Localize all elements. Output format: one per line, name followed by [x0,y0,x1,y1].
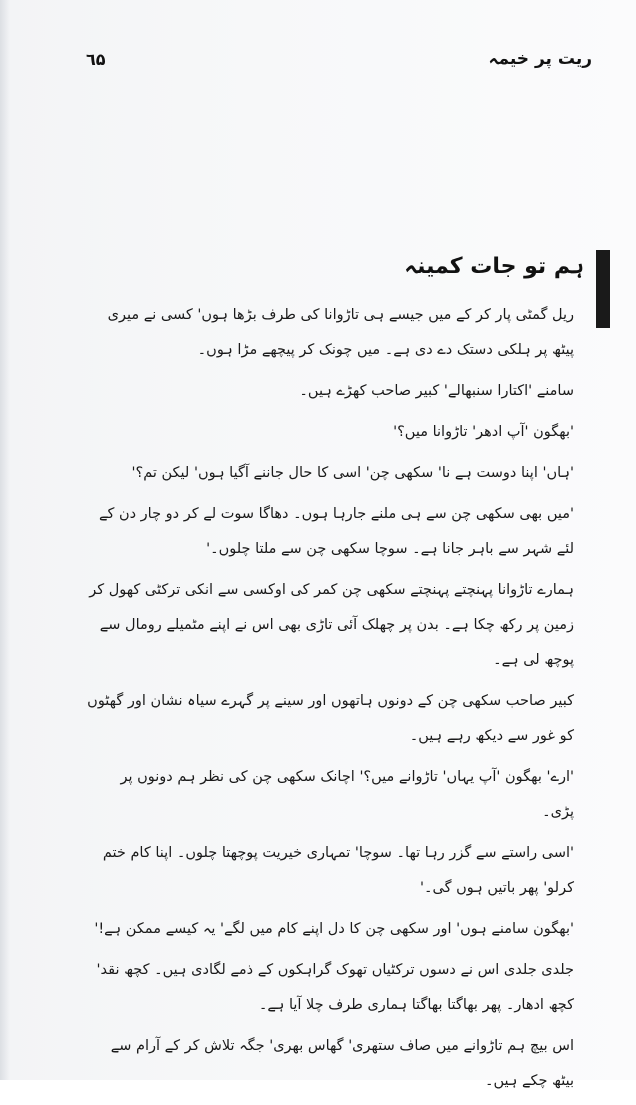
paragraph-6: ہمارے تاڑوانا پہنچتے پہنچتے سکھی چن کمر کی اوکسی سے انکی ترکٹی کھول کر زمین پر رکھ چکا ہے۔ بدن پر چھلک آئی تاڑی بھی اس نے اپنے مٹمیلے رومال سے پوچھ لی ہے۔ [89,582,574,668]
page-header [86,46,592,76]
paragraph-11: جلدی جلدی اس نے دسوں ترکٹیاں تھوک گراہکوں کے ذمے لگادی ہیں۔ کچھ نقد' کچھ ادھار۔ پھر بھاگتا بھاگتا ہماری طرف چلا آیا ہے۔ [96,962,574,1013]
chapter-title: ہم تو جات کمینہ [404,254,584,279]
paragraph-9: 'اسی راستے سے گزر رہا تھا۔ سوچا' تمہاری خیریت پوچھتا چلوں۔ اپنا کام ختم کرلو' پھر باتیں ہوں گی۔' [102,845,574,896]
paragraph-12: اس بیچ ہم تاڑوانے میں صاف ستھری' گھاس بھری' جگہ تلاش کر کے آرام سے بیٹھ چکے ہیں۔ [110,1038,574,1089]
chapter-marker-bar [596,250,610,328]
paragraph-8: 'ارے' بھگون 'آپ یہاں' تاڑوانے میں؟' اچانک سکھی چن کی نظر ہم دونوں پر پڑی۔ [120,769,574,820]
paragraph-2: سامنے 'اکتارا سنبھالے' کبیر صاحب کھڑے ہیں۔ [299,383,574,399]
paragraph-3: 'بھگون 'آپ ادھر' تاڑوانا میں؟' [393,424,574,440]
page-binding-edge [0,0,10,1080]
running-title: ریت پر خیمہ [488,49,592,69]
body-text [86,298,574,1105]
paragraph-10: 'بھگون سامنے ہوں' اور سکھی چن کا دل اپنے کام میں لگے' یہ کیسے ممکن ہے!' [94,921,574,937]
paragraph-1: ریل گمٹی پار کر کے میں جیسے ہی تاڑوانا کی طرف بڑھا ہوں' کسی نے میری پیٹھ پر ہلکی دستک دے دی ہے۔ میں چونک کر پیچھے مڑا ہوں۔ [107,307,574,358]
paragraph-7: کبیر صاحب سکھی چن کے دونوں ہاتھوں اور سینے پر گہرے سیاہ نشان اور گھٹوں کو غور سے دیکھ رہے ہیں۔ [87,693,574,744]
page-number: ٦۵ [86,50,106,69]
paragraph-4: 'ہاں' اپنا دوست ہے نا' سکھی چن' اسی کا حال جاننے آگیا ہوں' لیکن تم؟' [131,465,574,481]
paragraph-5: 'میں بھی سکھی چن سے ہی ملنے جارہا ہوں۔ دھاگا سوت لے کر دو چار دن کے لئے شہر سے باہر جانا ہے۔ سوچا سکھی چن سے ملتا چلوں۔' [98,506,574,557]
